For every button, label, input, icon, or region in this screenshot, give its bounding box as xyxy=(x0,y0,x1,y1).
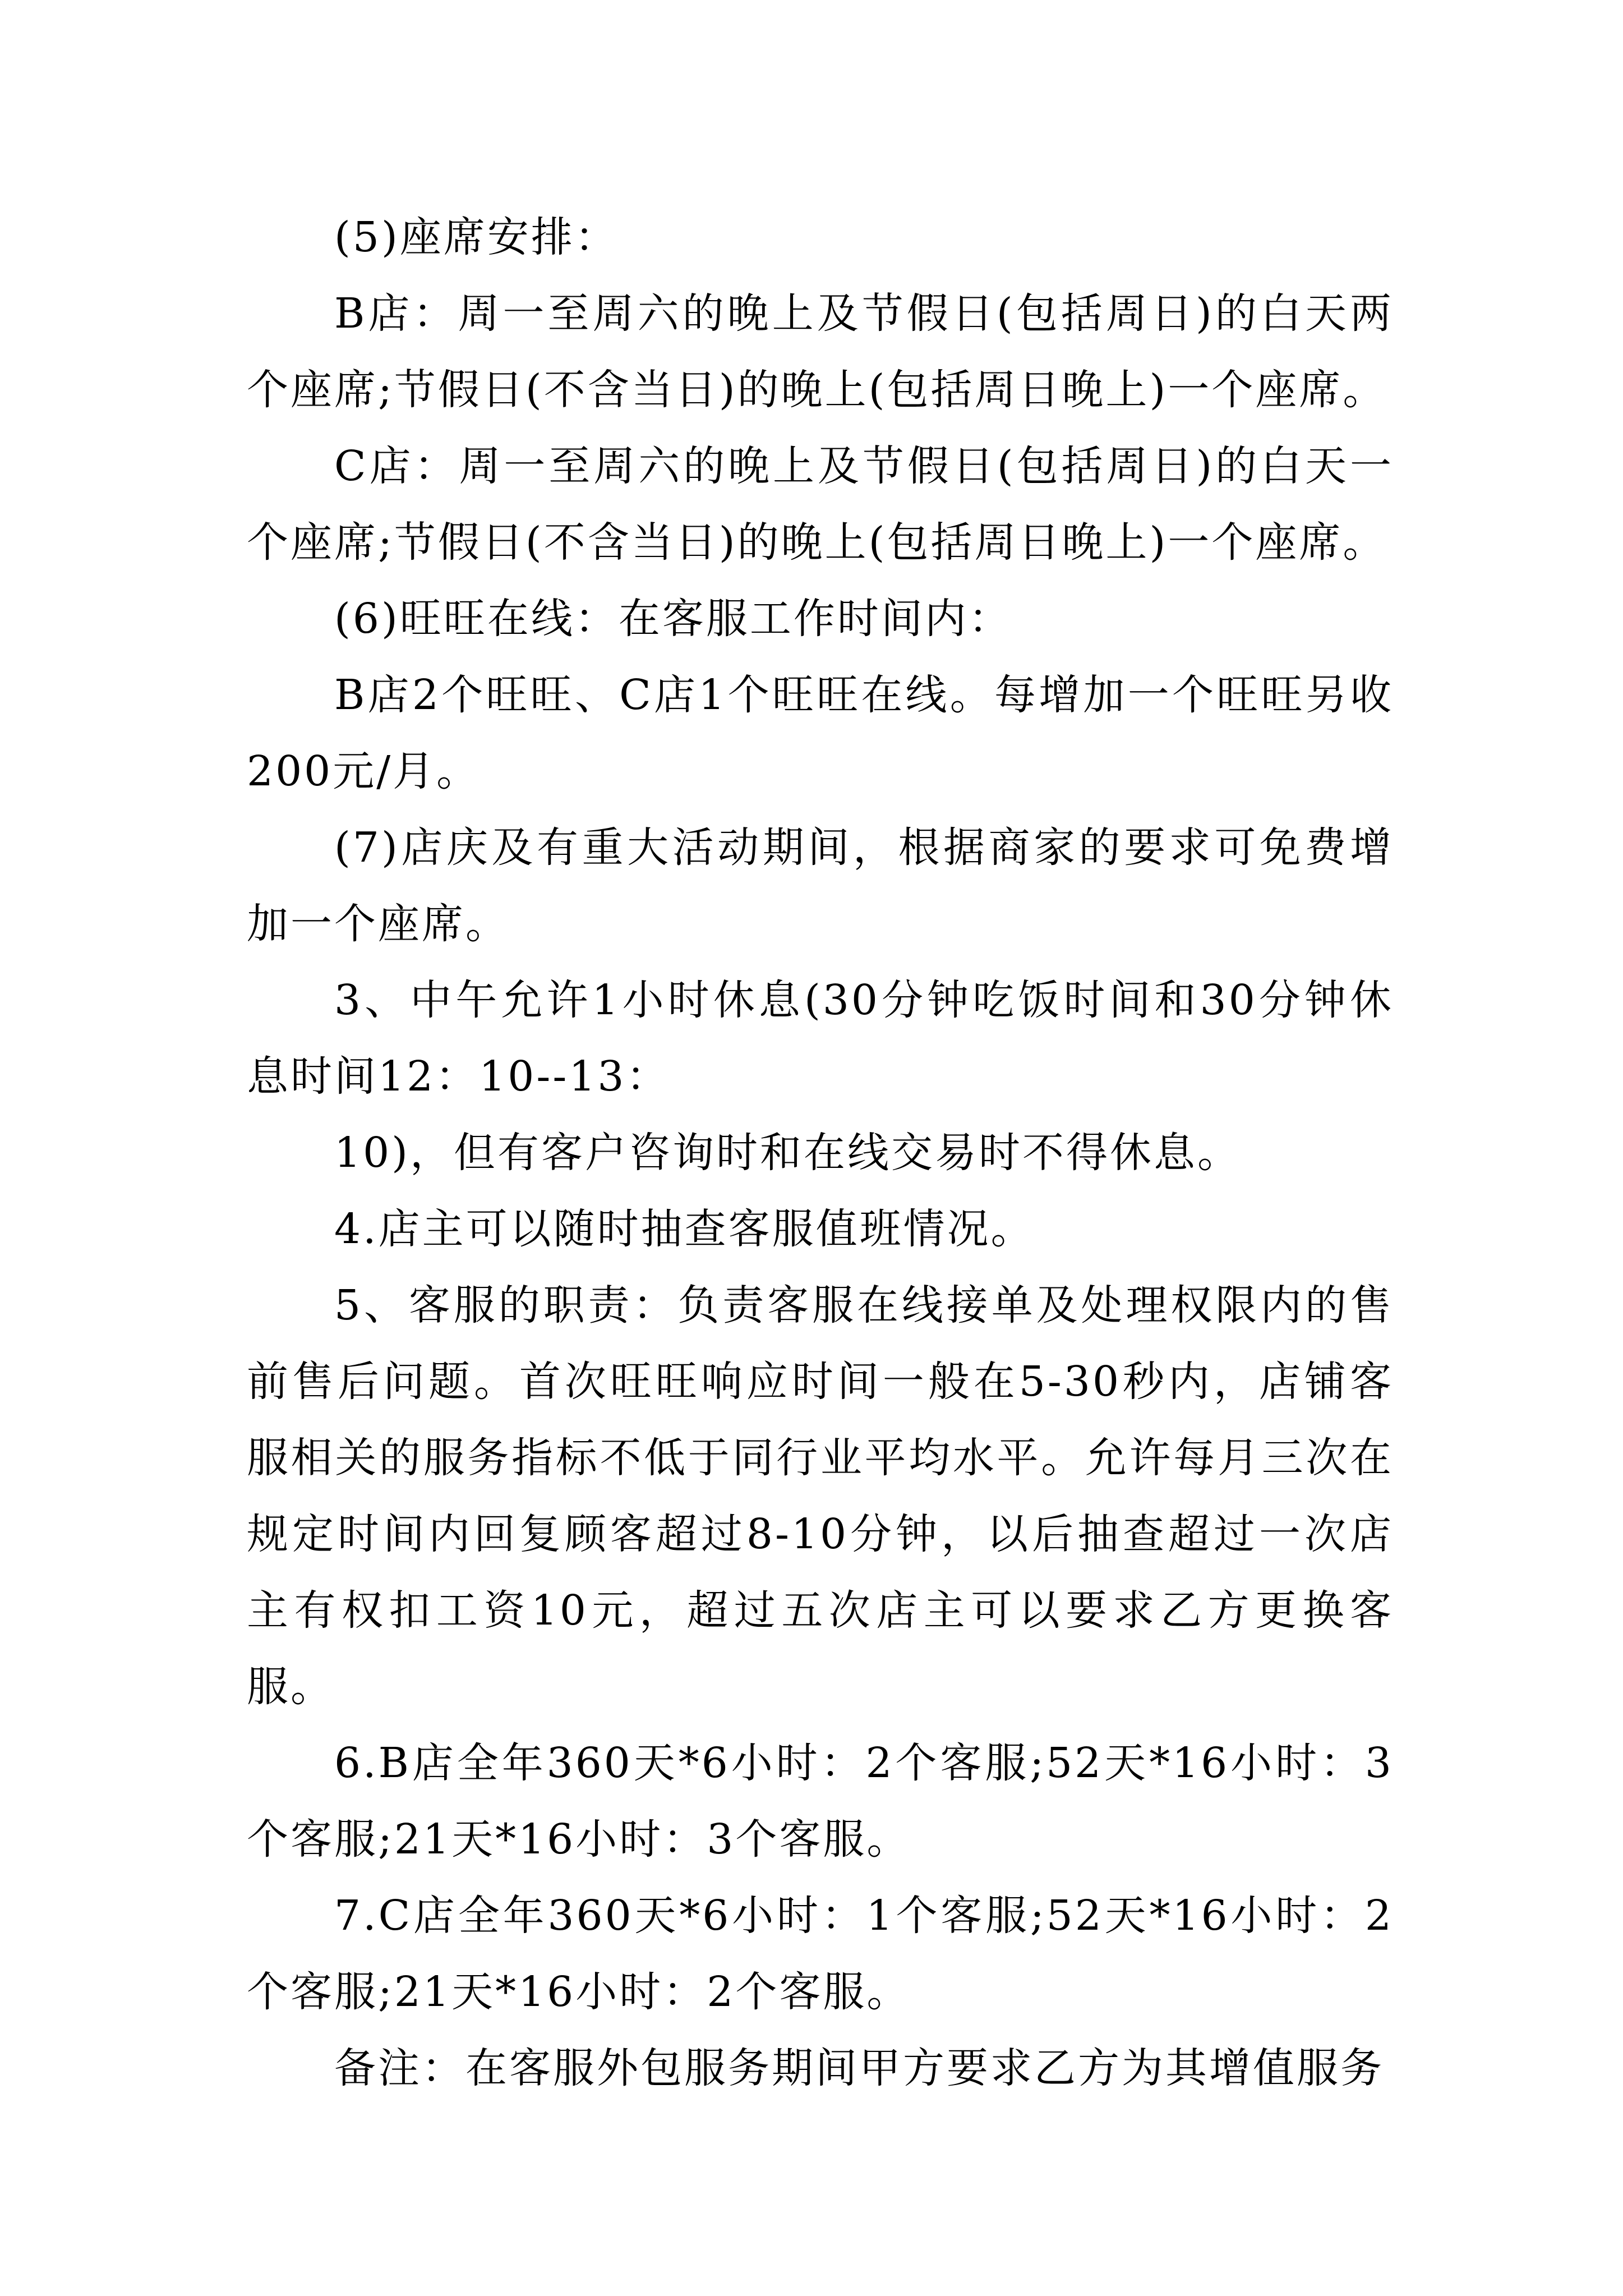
paragraph-owner-inspection: 4.店主可以随时抽查客服值班情况。 xyxy=(334,1205,1035,1253)
paragraph-store-b-schedule: 6.B店全年360天*6小时：2个客服;52天*16小时：3个客服;21天*16小时：3个客服。 xyxy=(247,1739,1394,1864)
paragraph-wangwang-count: B店2个旺旺、C店1个旺旺在线。每增加一个旺旺另收200元/月。 xyxy=(247,671,1394,795)
document-body xyxy=(247,199,1394,2106)
paragraph-anniversary-seats: (7)店庆及有重大活动期间，根据商家的要求可免费增加一个座席。 xyxy=(247,823,1394,948)
paragraph-store-b-seats: B店：周一至周六的晚上及节假日(包括周日)的白天两个座席;节假日(不含当日)的晚上(包括周日晚上)一个座席。 xyxy=(247,289,1394,414)
paragraph-store-c-seats: C店：周一至周六的晚上及节假日(包括周日)的白天一个座席;节假日(不含当日)的晚上(包括周日晚上)一个座席。 xyxy=(247,442,1394,567)
paragraph-service-duties: 5、客服的职责：负责客服在线接单及处理权限内的售前售后问题。首次旺旺响应时间一般在5-30秒内，店铺客服相关的服务指标不低于同行业平均水平。允许每月三次在规定时间内回复顾客超过8-10分钟，以后抽查超过一次店主有权扣工资10元，超过五次店主可以要求乙方更换客服。 xyxy=(247,1281,1394,1711)
paragraph-seat-arrangement-heading: (5)座席安排： xyxy=(334,213,619,261)
paragraph-lunch-break: 3、中午允许1小时休息(30分钟吃饭时间和30分钟休息时间12：10--13： xyxy=(247,976,1394,1101)
paragraph-store-c-schedule: 7.C店全年360天*6小时：1个客服;52天*16小时：2个客服;21天*16小时：2个客服。 xyxy=(247,1892,1394,2016)
paragraph-wangwang-online-heading: (6)旺旺在线：在客服工作时间内： xyxy=(334,595,1012,643)
paragraph-remarks: 备注：在客服外包服务期间甲方要求乙方为其增值服务 xyxy=(334,2044,1384,2092)
paragraph-lunch-break-continued: 10)，但有客户咨询时和在线交易时不得休息。 xyxy=(334,1129,1242,1177)
